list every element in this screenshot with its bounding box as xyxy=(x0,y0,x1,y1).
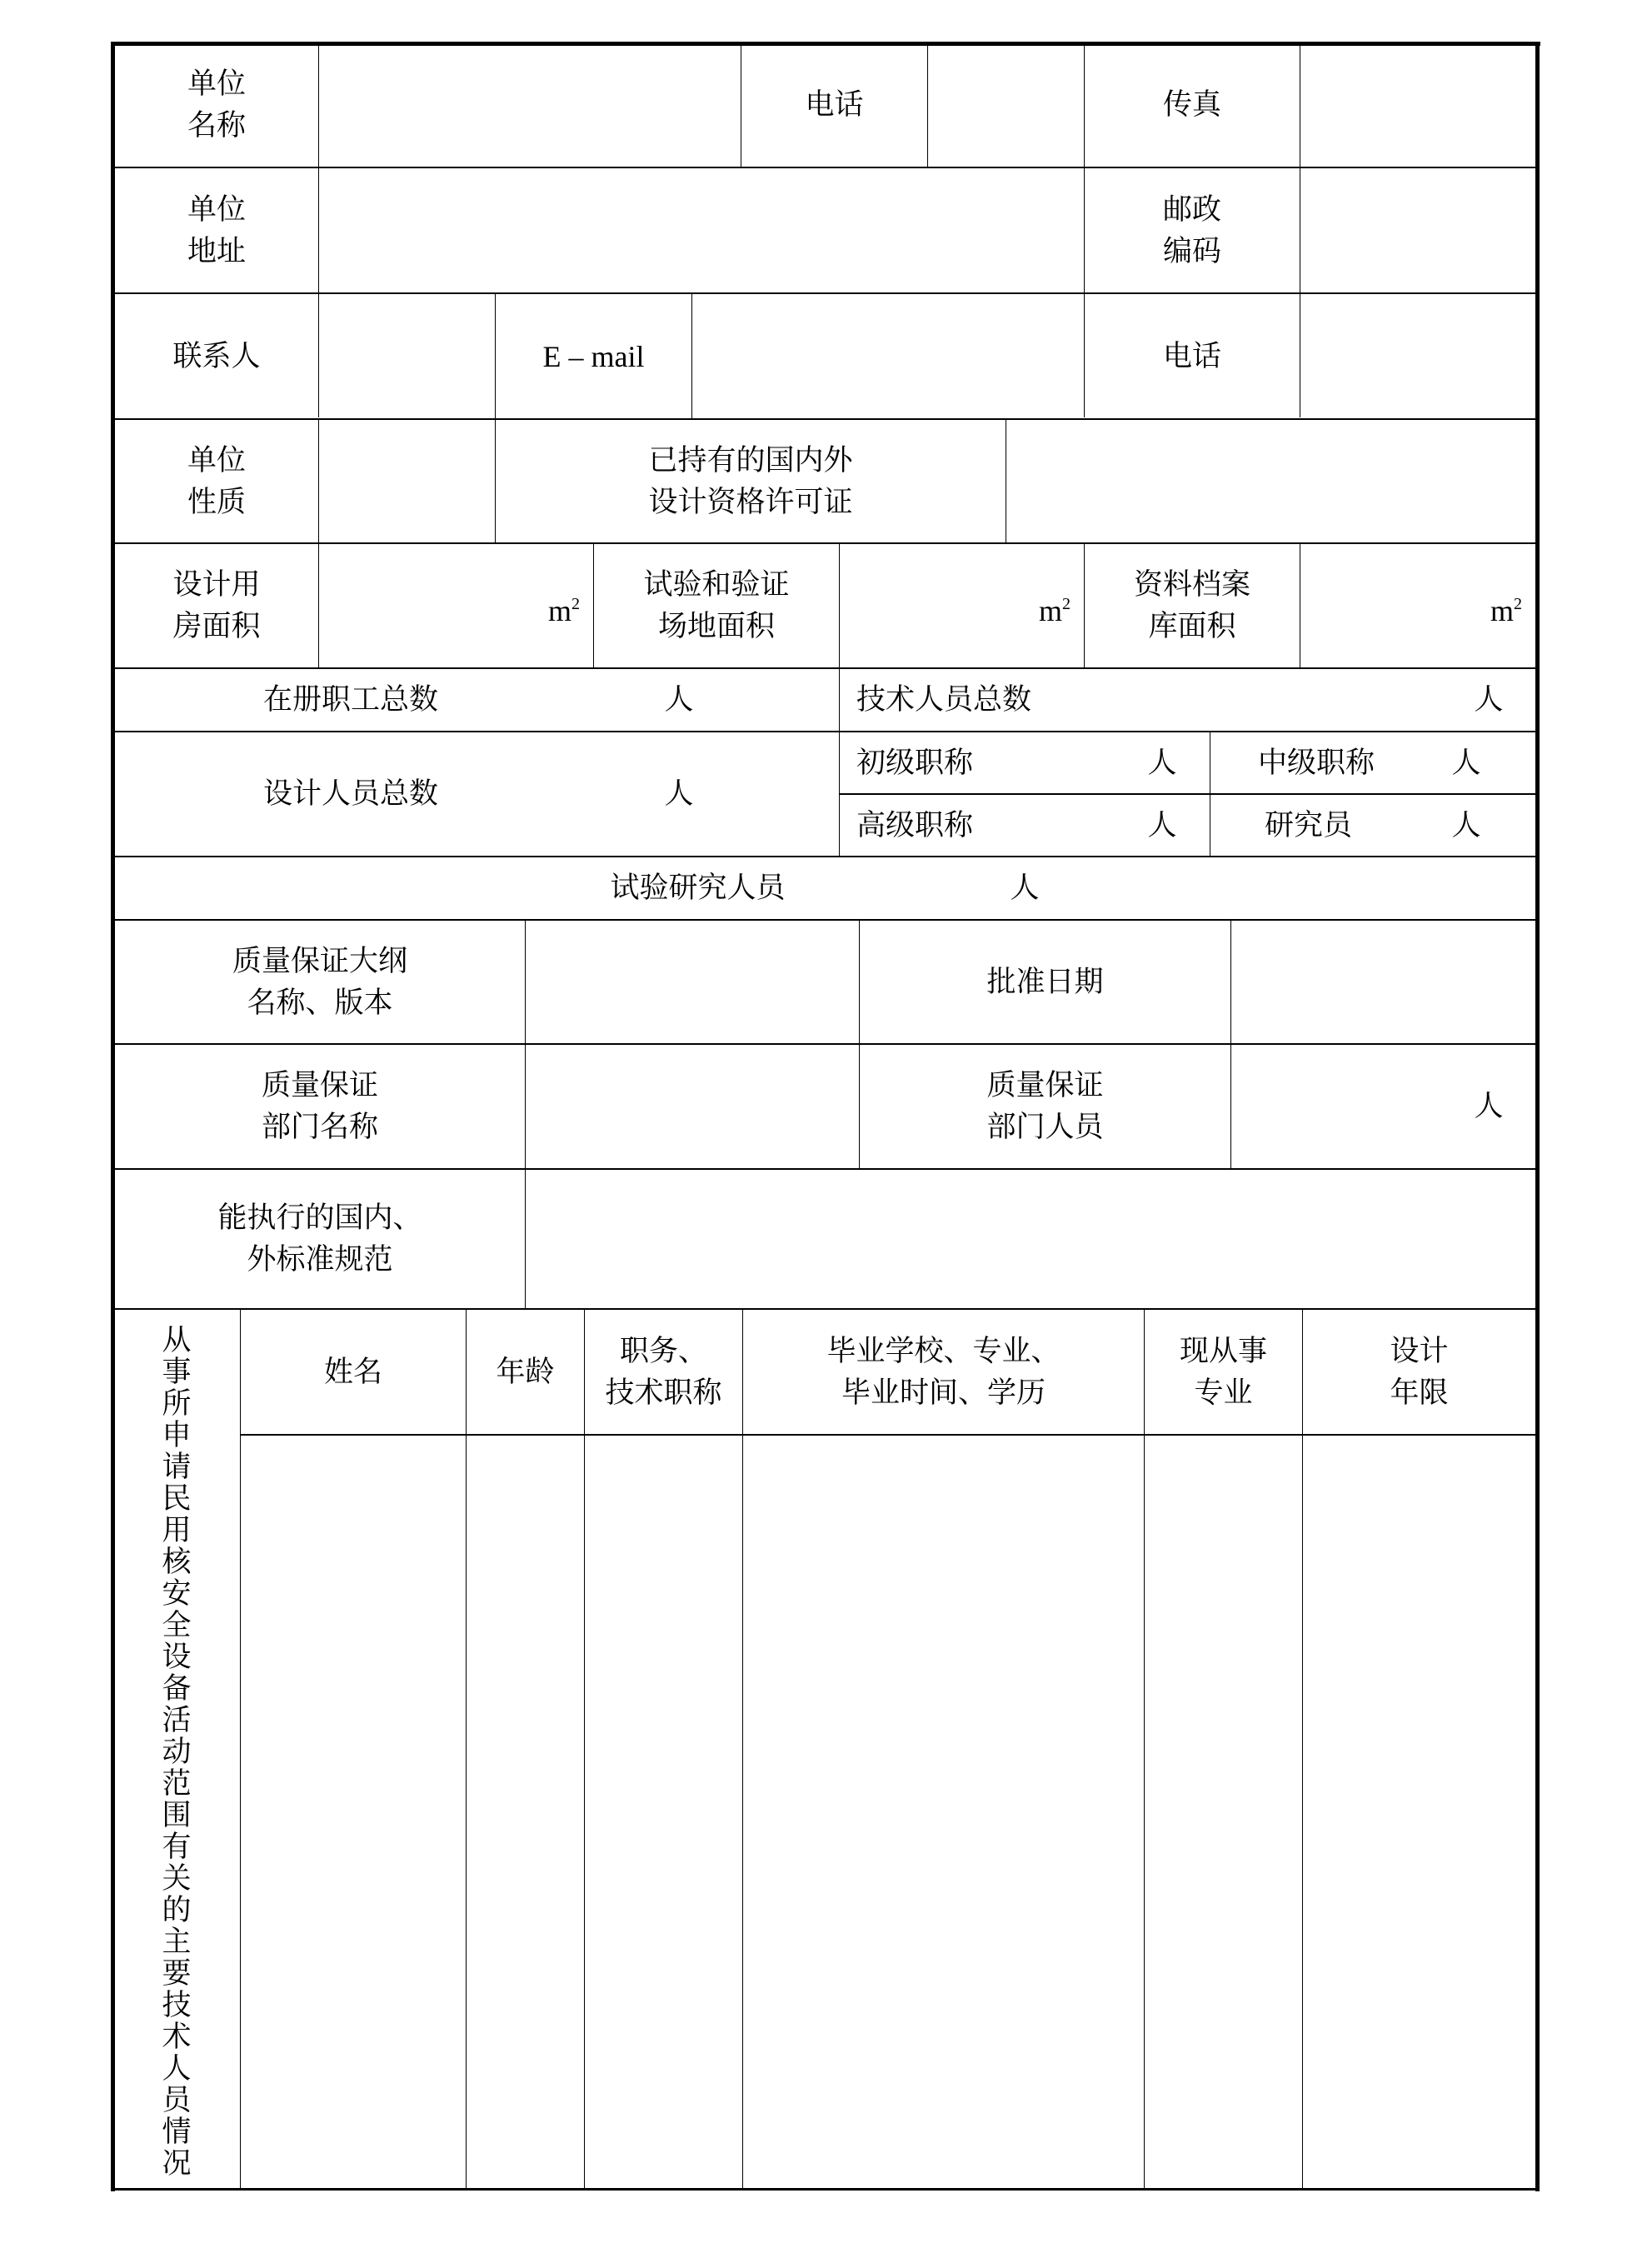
junior-title-field[interactable] xyxy=(1025,732,1141,793)
designer-staff-label: 设计人员总数 xyxy=(262,777,438,811)
fax-field[interactable] xyxy=(1300,43,1535,167)
qa-dept-name-field[interactable] xyxy=(526,1045,859,1168)
registered-staff-label: 在册职工总数 xyxy=(262,683,438,717)
personnel-age-entry[interactable] xyxy=(467,1436,584,2188)
contact-field[interactable] xyxy=(319,294,495,418)
qa-program-label: 质量保证大纲 名称、版本 xyxy=(232,944,407,1020)
column-header-design-years: 设计 年限 xyxy=(1390,1334,1449,1410)
researcher-unit: 人 xyxy=(1451,808,1481,842)
tech-staff-field[interactable] xyxy=(1175,669,1466,731)
test-research-staff-unit: 人 xyxy=(1010,872,1040,905)
tech-staff-label: 技术人员总数 xyxy=(856,683,1032,717)
personnel-specialty-entry[interactable] xyxy=(1145,1436,1302,2188)
senior-title-field[interactable] xyxy=(1025,795,1141,856)
approval-date-field[interactable] xyxy=(1231,921,1535,1043)
qa-dept-staff-field[interactable] xyxy=(1231,1045,1473,1168)
intermediate-title-field[interactable] xyxy=(1383,732,1450,793)
unit-sup: 2 xyxy=(571,595,580,613)
table-border-bottom xyxy=(111,2188,1540,2191)
postcode-field[interactable] xyxy=(1300,168,1535,292)
qa-dept-name-label: 质量保证 部门名称 xyxy=(261,1069,378,1144)
table-border-right xyxy=(1535,42,1540,2191)
tech-staff-unit: 人 xyxy=(1474,683,1504,717)
column-header-current-specialty: 现从事 专业 xyxy=(1179,1334,1267,1410)
archive-area-field[interactable] xyxy=(1300,544,1535,667)
unit-m: m xyxy=(1038,594,1062,627)
senior-title-label: 高级职称 xyxy=(856,808,974,842)
senior-title-unit: 人 xyxy=(1147,808,1177,842)
fax-label: 传真 xyxy=(1162,88,1221,122)
phone-field[interactable] xyxy=(928,43,1084,167)
qa-program-field[interactable] xyxy=(526,921,859,1043)
personnel-title-entry[interactable] xyxy=(585,1436,742,2188)
test-area-label: 试验和验证 场地面积 xyxy=(643,568,790,643)
researcher-field[interactable] xyxy=(1383,795,1450,856)
column-header-name: 姓名 xyxy=(323,1355,382,1389)
unit-nature-label: 单位 性质 xyxy=(187,443,246,519)
contact-label: 联系人 xyxy=(172,339,261,373)
address-label: 单位 地址 xyxy=(187,192,246,268)
junior-title-label: 初级职称 xyxy=(856,746,974,780)
design-area-field[interactable] xyxy=(319,544,593,667)
unit-name-field[interactable] xyxy=(319,43,741,167)
test-research-staff-label: 试验研究人员 xyxy=(610,872,786,905)
address-field[interactable] xyxy=(319,168,1084,292)
licenses-label: 已持有的国内外 设计资格许可证 xyxy=(648,443,853,519)
column-header-age: 年龄 xyxy=(496,1355,555,1389)
unit-nature-field[interactable] xyxy=(319,420,495,542)
standards-label: 能执行的国内、 外标准规范 xyxy=(217,1201,422,1276)
personnel-years-entry[interactable] xyxy=(1303,1436,1535,2188)
test-research-staff-field[interactable] xyxy=(816,857,983,919)
personnel-section-label: 从事所申请民用核安全设备活动范围有关的主要技术人员情况 xyxy=(162,1324,192,2181)
archive-area-unit xyxy=(1490,587,1522,627)
approval-date-label: 批准日期 xyxy=(986,965,1104,999)
unit-sup: 2 xyxy=(1514,595,1522,613)
email-field[interactable] xyxy=(692,294,1084,418)
qa-dept-staff-label: 质量保证 部门人员 xyxy=(986,1069,1104,1144)
qa-dept-staff-unit: 人 xyxy=(1474,1090,1504,1123)
unit-m: m xyxy=(547,594,571,627)
design-area-unit xyxy=(548,587,580,627)
archive-area-label: 资料档案 库面积 xyxy=(1133,568,1250,643)
intermediate-title-label: 中级职称 xyxy=(1257,746,1375,780)
unit-name-label: 单位 名称 xyxy=(187,67,246,142)
licenses-field[interactable] xyxy=(1006,420,1535,542)
registered-staff-unit: 人 xyxy=(664,683,694,717)
design-area-label: 设计用 房面积 xyxy=(172,568,261,643)
contact-phone-label: 电话 xyxy=(1162,339,1221,373)
unit-m: m xyxy=(1490,594,1514,627)
designer-staff-unit: 人 xyxy=(664,777,694,811)
personnel-name-entry[interactable] xyxy=(241,1436,466,2188)
standards-field[interactable] xyxy=(526,1170,1535,1308)
phone-label: 电话 xyxy=(805,88,864,122)
contact-phone-field[interactable] xyxy=(1300,294,1535,418)
postcode-label: 邮政 编码 xyxy=(1162,192,1221,268)
intermediate-title-unit: 人 xyxy=(1451,746,1481,780)
unit-sup: 2 xyxy=(1062,595,1071,613)
junior-title-unit: 人 xyxy=(1147,746,1177,780)
test-area-unit xyxy=(1039,587,1071,627)
column-header-title: 职务、 技术职称 xyxy=(605,1334,722,1410)
personnel-education-entry[interactable] xyxy=(743,1436,1144,2188)
test-area-field[interactable] xyxy=(840,544,1084,667)
researcher-label: 研究员 xyxy=(1265,808,1353,842)
email-label: E – mail xyxy=(542,339,645,373)
column-header-education: 毕业学校、专业、 毕业时间、学历 xyxy=(826,1334,1061,1410)
